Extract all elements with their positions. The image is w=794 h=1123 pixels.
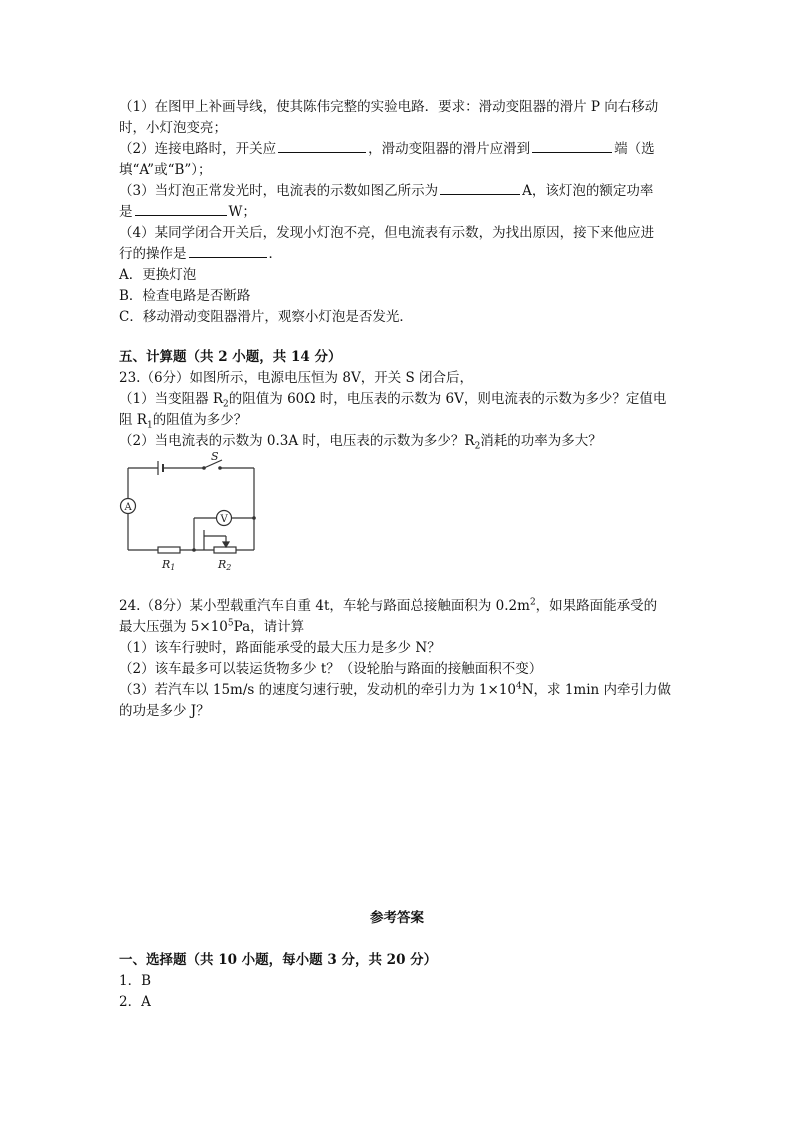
superscript: 4 [516, 681, 522, 692]
q24-stem-prefix: 24.（8分）某小型载重汽车自重 4t，车轮与路面总接触面积为 0.2m [119, 598, 530, 614]
q23-p1b-prefix: 阻 R [119, 412, 147, 428]
q24-part3-line1 [119, 680, 671, 700]
q22-part4b-prefix: 行的操作是 [119, 246, 187, 262]
r2-subscript: 2 [226, 563, 232, 572]
r2-label [217, 558, 231, 572]
q23-p1-prefix: （1）当变阻器 R [119, 391, 224, 407]
q23-p2-prefix: （2）当电流表的示数为 0.3A 时，电压表的示数为多少？R [119, 433, 475, 449]
q22-part3-prefix: （3）当灯泡正常发光时，电流表的示数如图乙所示为 [119, 183, 439, 199]
resistor-r1 [158, 547, 180, 553]
junction-dot [252, 516, 256, 520]
switch-pivot [202, 466, 206, 470]
q22-part3b-prefix: 是 [119, 204, 133, 220]
q22-part2-middle: ，滑动变阻器的滑片应滑到 [368, 141, 531, 157]
q22-part2-suffix: 端（选 [614, 141, 655, 157]
q23-part1-line2 [119, 410, 247, 430]
answer-blank [278, 139, 366, 153]
q22-part1-line1: （1）在图甲上补画导线，使其陈伟完整的实验电路．要求：滑动变阻器的滑片 P 向右移动 [119, 99, 659, 115]
q22-option-a: A．更换灯泡 [119, 267, 197, 283]
q22-part2-line2: 填“A”或“B”）； [119, 162, 212, 178]
subscript: 2 [223, 399, 229, 410]
answer-blank [135, 202, 227, 216]
q22-part4b-suffix: ． [268, 246, 282, 262]
q22-part2-line1 [119, 139, 655, 159]
q22-part4-line1: （4）某同学闭合开关后，发现小灯泡不亮，但电流表有示数，为找出原因，接下来他应进 [119, 225, 655, 241]
slider-arrow-icon [223, 542, 229, 547]
q23-part2 [119, 431, 602, 451]
q24-p3-prefix: （3）若汽车以 15m/s 的速度匀速行驶，发动机的牵引力为 1×10 [119, 682, 516, 698]
switch-contact [218, 466, 222, 470]
q24-p3-suffix: N，求 1min 内牵引力做 [521, 682, 672, 698]
q24-stem2-suffix: Pa，请计算 [233, 619, 305, 635]
q23-part1-line1 [119, 389, 666, 409]
q22-part3b-suffix: W； [228, 204, 256, 220]
answers-section-1-title: 一、选择题（共 10 小题，每小题 3 分，共 20 分） [119, 952, 438, 968]
q24-stem-line2 [119, 617, 304, 637]
answer-2: 2．A [119, 994, 151, 1010]
circuit-diagram [118, 452, 268, 576]
q22-part3-line2 [119, 202, 256, 222]
section-5-title: 五、计算题（共 2 小题，共 14 分） [119, 349, 342, 365]
superscript: 5 [227, 618, 234, 629]
switch-label: S [211, 452, 219, 463]
q24-stem2-prefix: 最大压强为 5×10 [119, 619, 228, 635]
subscript: 2 [474, 441, 481, 452]
r2-letter: R [218, 558, 227, 571]
junction-dot [192, 548, 196, 552]
q22-part1-line2: 时，小灯泡变亮； [119, 120, 227, 136]
q24-part1: （1）该车行驶时，路面能承受的最大压力是多少 N？ [119, 640, 441, 656]
answer-1: 1．B [119, 973, 152, 989]
superscript: 2 [529, 597, 536, 608]
answer-blank [440, 181, 520, 195]
ammeter-label: A [124, 502, 132, 513]
q23-p1b-suffix: 的阻值为多少？ [152, 412, 248, 428]
q22-part4-line2 [119, 244, 282, 264]
q24-stem-line1 [119, 596, 657, 616]
answers-title: 参考答案 [370, 910, 424, 926]
q22-option-c: C．移动滑动变阻器滑片，观察小灯泡是否发光． [119, 309, 413, 325]
q23-p2-suffix: 消耗的功率为多大？ [480, 433, 602, 449]
answer-blank [532, 139, 612, 153]
q24-part2: （2）该车最多可以装运货物多少 t？（设轮胎与路面的接触面积不变） [119, 661, 543, 677]
q23-p1-suffix: 的阻值为 60Ω 时，电压表的示数为 6V，则电流表的示数为多少？定值电 [228, 391, 667, 407]
r1-letter: R [162, 558, 171, 571]
answer-blank [189, 244, 267, 258]
q24-stem-suffix: ，如果路面能承受的 [535, 598, 658, 614]
r1-label [161, 558, 175, 572]
q23-stem: 23.（6分）如图所示，电源电压恒为 8V，开关 S 闭合后， [119, 370, 474, 386]
voltmeter-label: V [220, 514, 228, 525]
q22-part2-prefix: （2）连接电路时，开关应 [119, 141, 277, 157]
rheostat-r2 [214, 547, 236, 553]
r1-subscript: 1 [170, 563, 176, 572]
q22-option-b: B．检查电路是否断路 [119, 288, 251, 304]
q24-part3-line2: 的功是多少 J？ [119, 703, 210, 719]
subscript: 1 [146, 420, 153, 431]
q22-part3-suffix: A，该灯泡的额定功率 [522, 183, 654, 199]
q22-part3-line1 [119, 181, 653, 201]
